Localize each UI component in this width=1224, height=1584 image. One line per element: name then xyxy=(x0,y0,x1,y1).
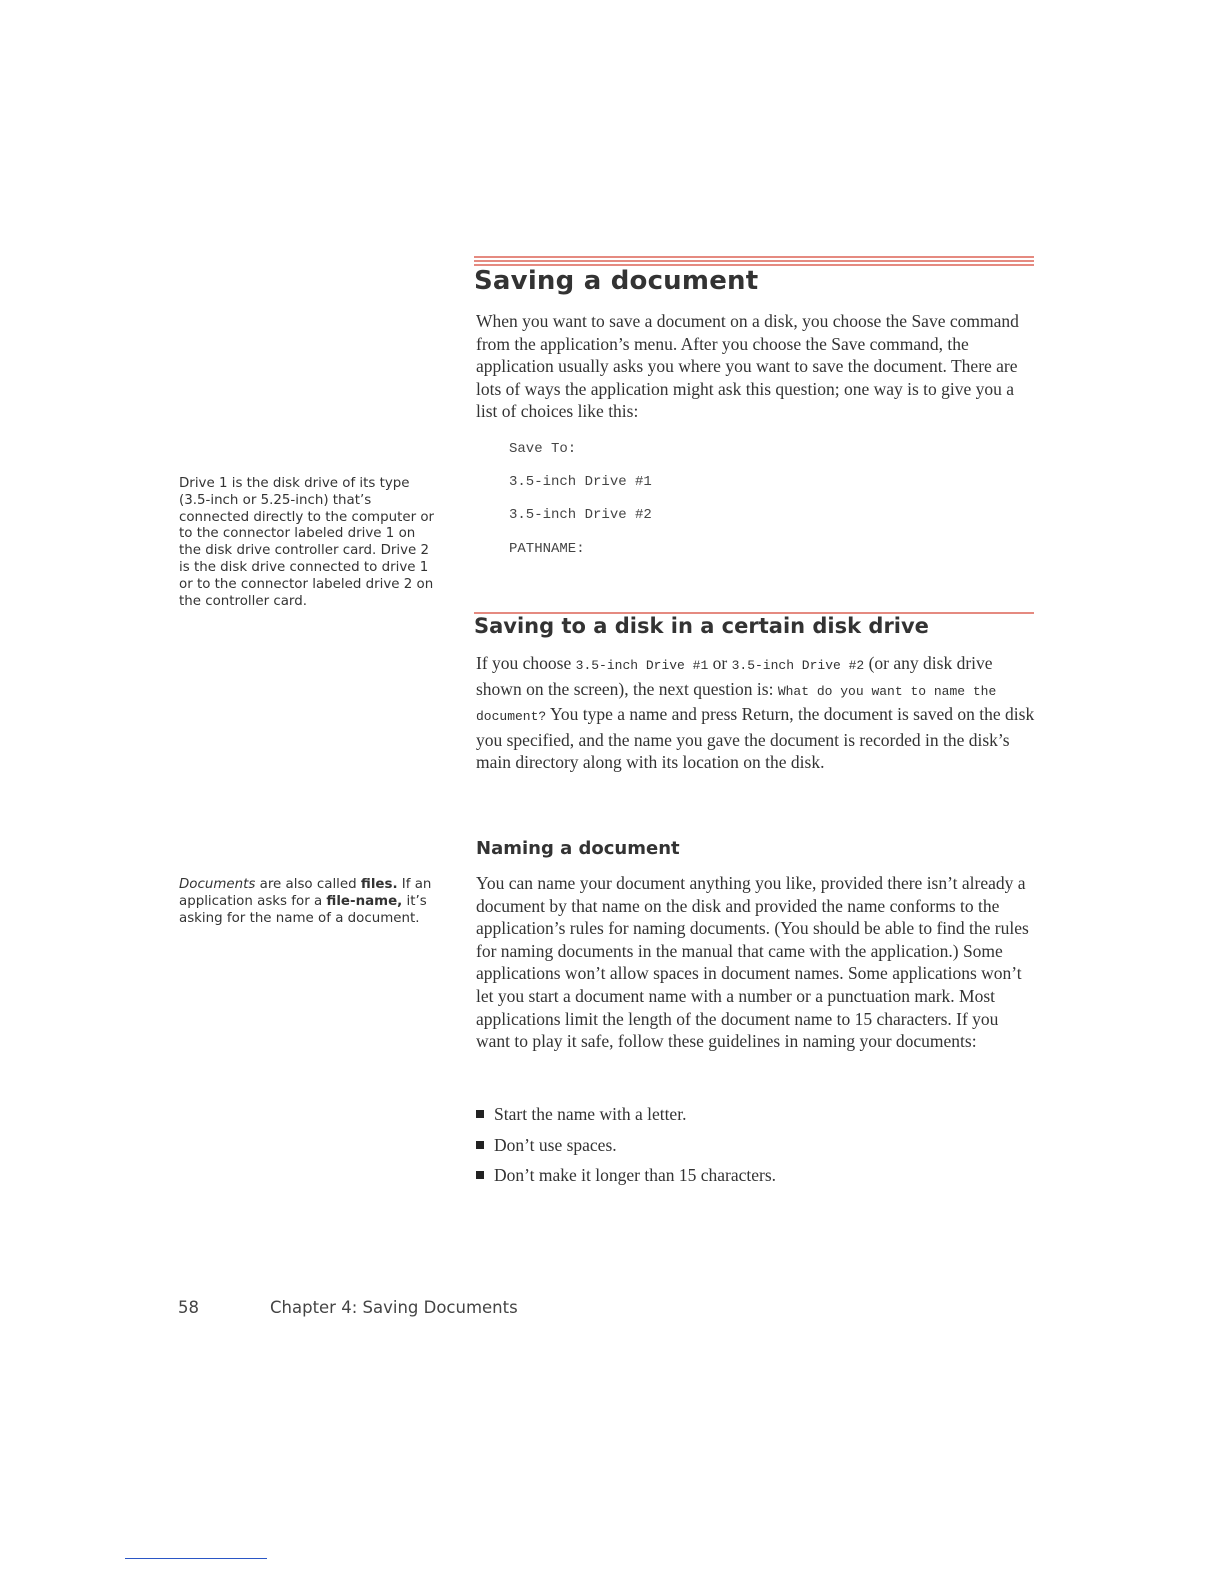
page-number: 58 xyxy=(178,1298,199,1317)
link-underline xyxy=(125,1558,267,1559)
section-title-saving-to-disk: Saving to a disk in a certain disk drive xyxy=(474,614,929,638)
choice-drive-1: 3.5-inch Drive #1 xyxy=(509,474,652,490)
list-item: Don’t make it longer than 15 characters. xyxy=(476,1163,1036,1194)
section-title-saving-a-document: Saving a document xyxy=(474,266,759,296)
list-item: Start the name with a letter. xyxy=(476,1102,1036,1133)
section1-body: When you want to save a document on a disk, you choose the Save command from the application’s menu. After you choose the Save command, the application usually asks you where you want to save the document. There are lots of ways the application might ask this question; one way is to give you a list of choices like this: xyxy=(476,311,1019,422)
section2-body: If you choose 3.5-inch Drive #1 or 3.5-inch Drive #2 (or any disk drive shown on the screen), the next question is: What do you want to name the document? You type a name and press Return, the document is saved on the disk you specified, and the name you gave the document is recorded in the disk’s main directory along with its location on the disk. xyxy=(476,653,1035,773)
section-title-naming: Naming a document xyxy=(476,838,680,859)
running-footer-chapter: Chapter 4: Saving Documents xyxy=(270,1298,518,1317)
inline-code-drive-2: 3.5-inch Drive #2 xyxy=(731,658,865,673)
choice-drive-2: 3.5-inch Drive #2 xyxy=(509,507,652,523)
list-item: Don’t use spaces. xyxy=(476,1133,1036,1164)
naming-guidelines-list xyxy=(476,1102,1036,1194)
choice-pathname: PATHNAME: xyxy=(509,541,585,557)
margin-note-files: Documents are also called files. If an application asks for a file-name, it’s asking for the name of a document. xyxy=(179,877,432,926)
inline-code-prompt: What do you want to name the document? xyxy=(476,683,997,725)
section3-body: You can name your document anything you like, provided there isn’t already a document by that name on the disk and provided the name conforms to the application’s rules for naming documents. (You should be able to find the rules for naming documents in the manual that came with the application.) Some applications won’t allow spaces in document names. Some applications won’t let you start a document name with a number or a punctuation mark. Most applications limit the length of the document name to 15 characters. If you want to play it safe, follow these guidelines in naming your documents: xyxy=(476,873,1029,1052)
margin-note-drives: Drive 1 is the disk drive of its type (3.5-inch or 5.25-inch) that’s connected directly to the computer or to the connector labeled drive 1 on the disk drive controller card. Drive 2 is the disk drive connected to drive 1 or to the connector labeled drive 2 on the controller card. xyxy=(179,476,435,609)
choice-save-to: Save To: xyxy=(509,441,577,457)
bullet-square-icon xyxy=(476,1110,484,1118)
bullet-square-icon xyxy=(476,1171,484,1179)
bullet-square-icon xyxy=(476,1141,484,1149)
inline-code-drive-1: 3.5-inch Drive #1 xyxy=(575,658,709,673)
